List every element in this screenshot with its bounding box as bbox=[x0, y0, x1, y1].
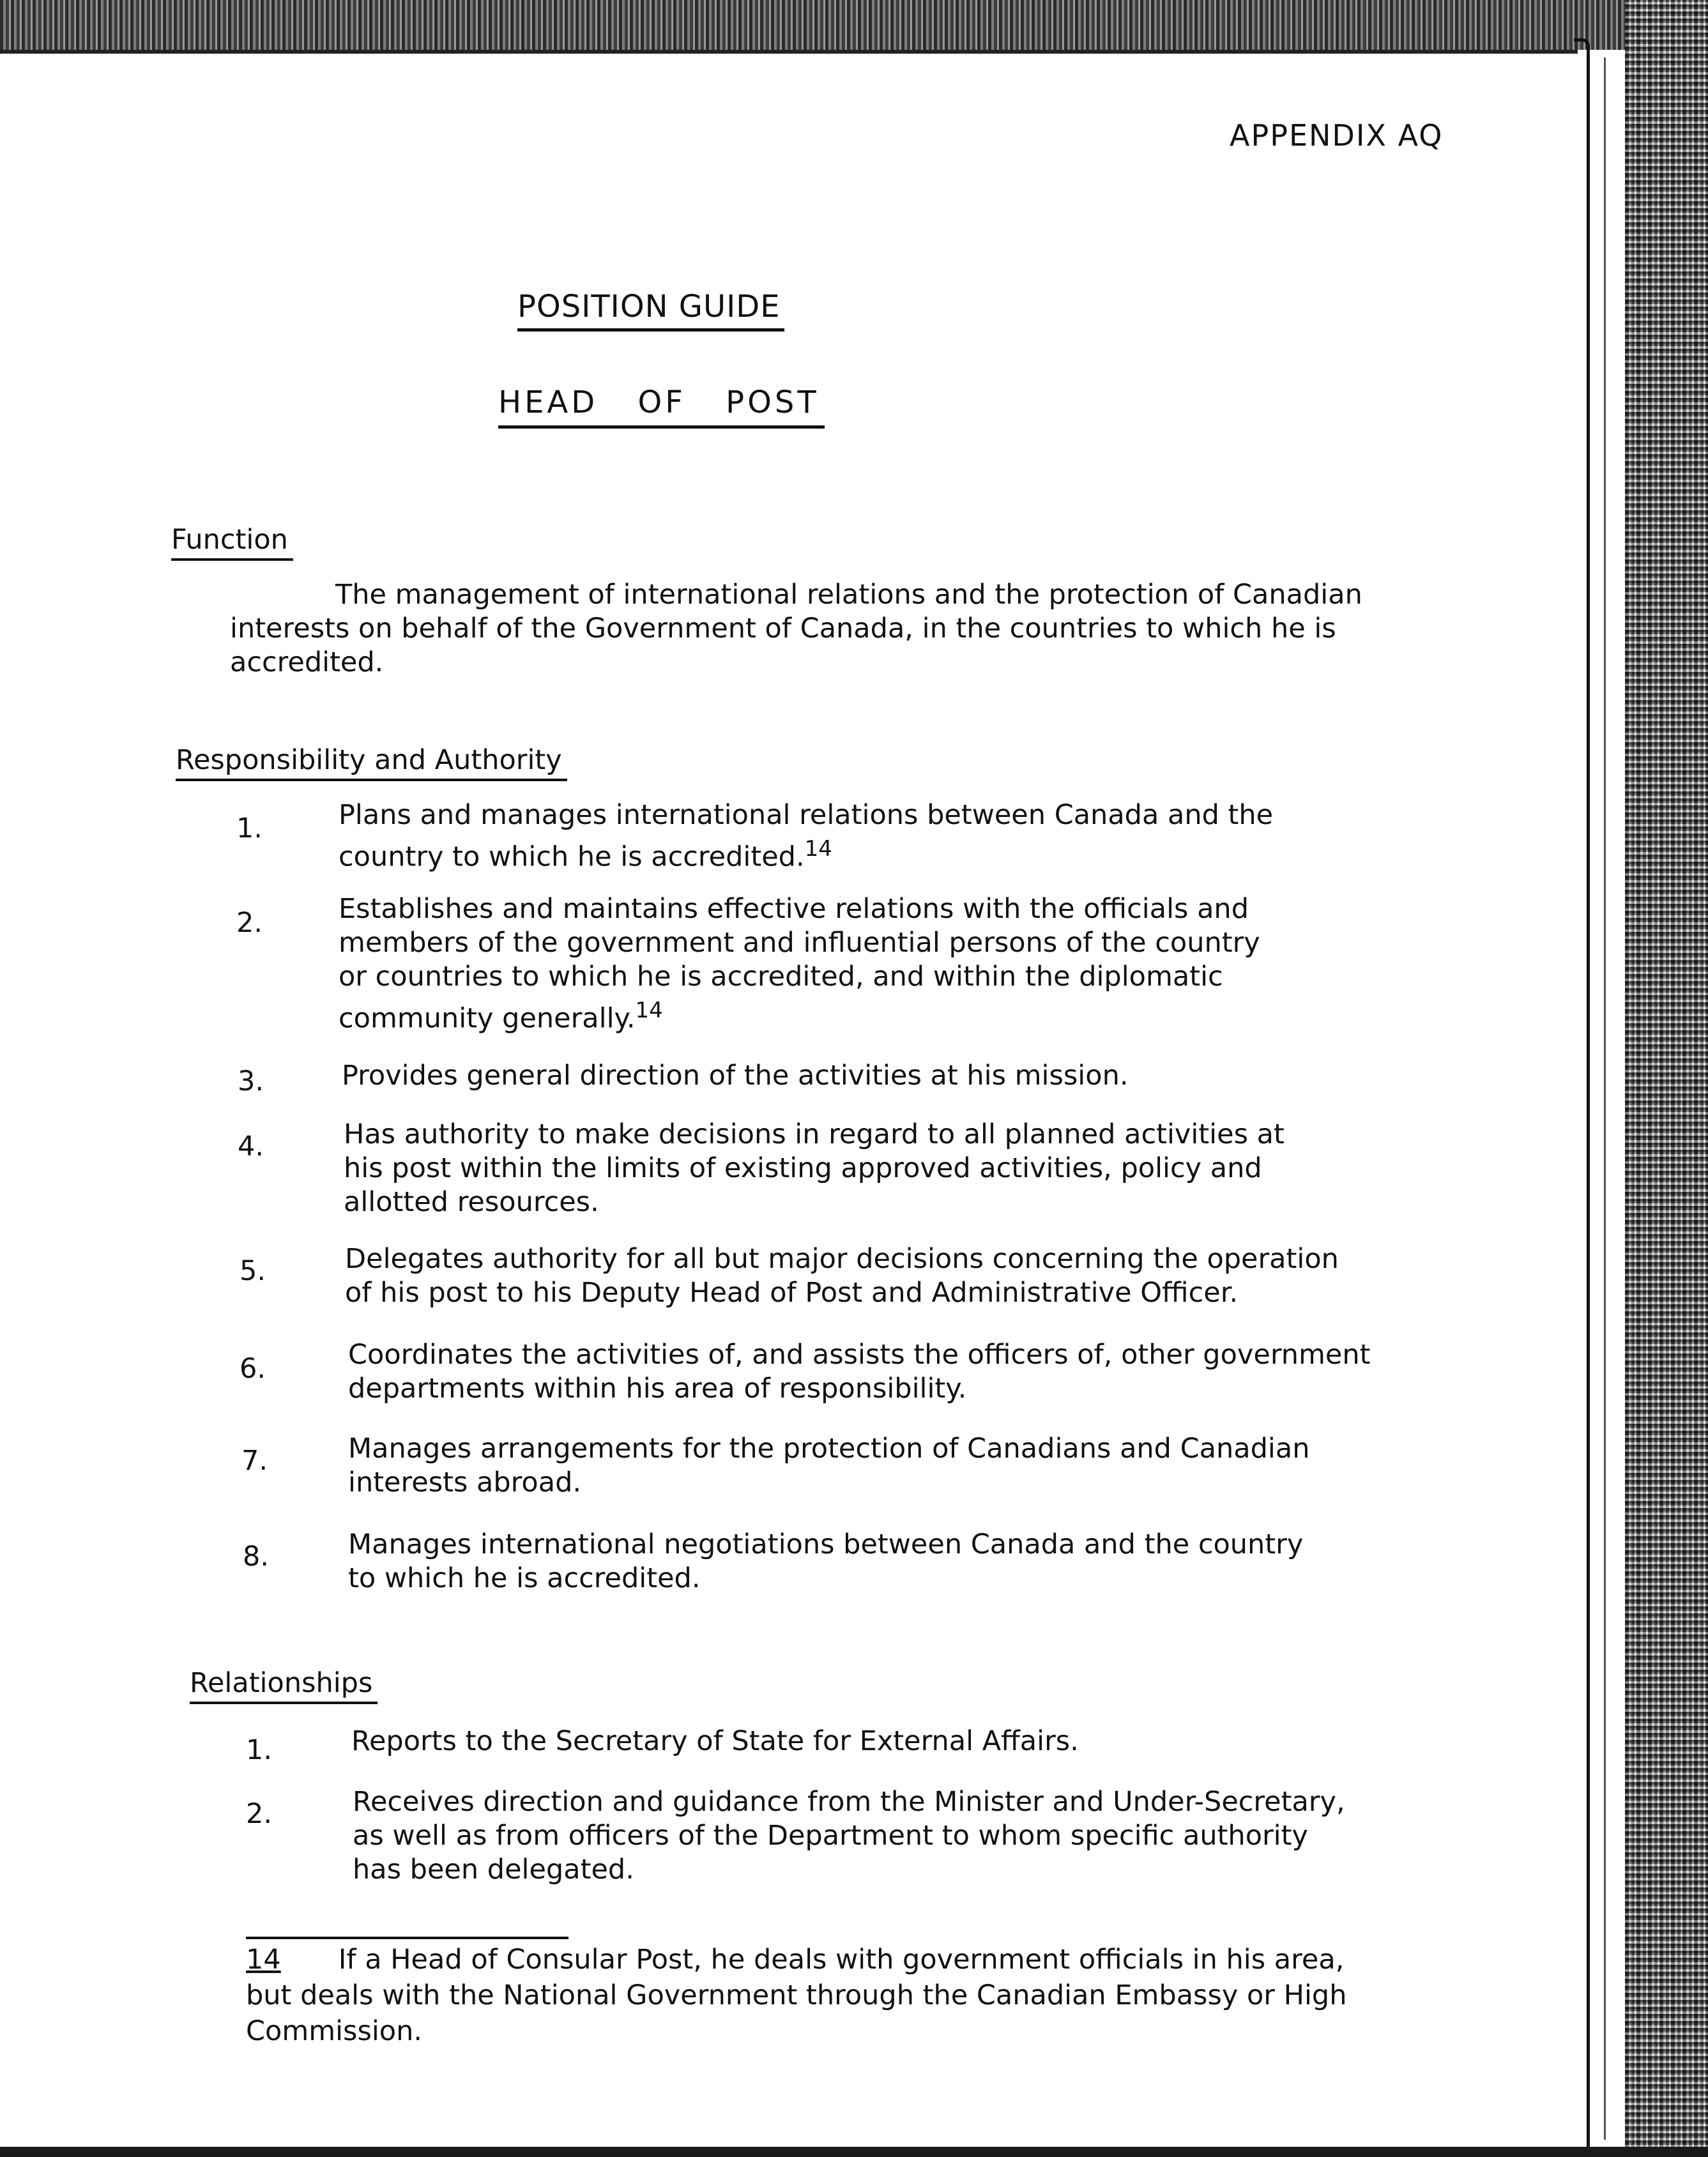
list-item-number: 4. bbox=[238, 1131, 264, 1162]
scan-bottom-edge bbox=[0, 2147, 1708, 2157]
list-item: Coordinates the activities of, and assists the officers of, other government departments within his area of responsibility. bbox=[348, 1339, 1371, 1405]
list-item: Has authority to make decisions in regard to all planned activities at his post within the limits of existing approved activities, policy and allotted resources. bbox=[344, 1118, 1285, 1218]
list-item bbox=[339, 892, 1277, 1035]
footnote bbox=[246, 1942, 1370, 2049]
list-item-number: 3. bbox=[238, 1065, 264, 1097]
list-item: Provides general direction of the activities at his mission. bbox=[342, 1060, 1129, 1092]
list-item-text: Establishes and maintains effective relations with the officials and members of the government and influential persons of the country or countries to which he is accredited, and within the diplomatic community generally. bbox=[339, 893, 1260, 1035]
list-item-number: 1. bbox=[246, 1734, 273, 1766]
list-item-number: 6. bbox=[240, 1353, 266, 1385]
document-title: POSITION GUIDE bbox=[517, 289, 784, 332]
page-top-border bbox=[0, 50, 1578, 54]
footnote-divider bbox=[246, 1937, 568, 1939]
footnote-ref: 14 bbox=[804, 836, 832, 862]
scan-top-edge bbox=[0, 0, 1708, 50]
list-item-number: 7. bbox=[241, 1445, 268, 1477]
section-heading-relationships: Relationships bbox=[190, 1667, 377, 1704]
list-item: Manages arrangements for the protection of Canadians and Canadian interests abroad. bbox=[348, 1433, 1310, 1498]
list-item: Reports to the Secretary of State for External Affairs. bbox=[351, 1725, 1079, 1757]
list-item-number: 8. bbox=[243, 1541, 270, 1573]
scan-right-edge bbox=[1625, 0, 1708, 2157]
footnote-ref: 14 bbox=[635, 998, 663, 1023]
list-item: Delegates authority for all but major decisions concerning the operation of his post to his Deputy Head of Post and Administrative Officer. bbox=[345, 1243, 1339, 1309]
section-heading-responsibility: Responsibility and Authority bbox=[176, 744, 567, 781]
page-right-border bbox=[1574, 38, 1590, 2149]
list-item-number: 1. bbox=[236, 812, 263, 844]
page-right-border-inner bbox=[1597, 57, 1606, 2140]
list-item-number: 2. bbox=[246, 1798, 273, 1830]
footnote-text: If a Head of Consular Post, he deals with government officials in his area, but deals with the National Government through the Canadian Embassy or High Commission. bbox=[246, 1944, 1347, 2047]
list-item-number: 5. bbox=[240, 1255, 266, 1287]
list-item: Receives direction and guidance from the Minister and Under-Secretary, as well as from officers of the Department to whom specific authority has been delegated. bbox=[353, 1786, 1345, 1886]
list-item bbox=[339, 798, 1284, 874]
list-item-number: 2. bbox=[236, 907, 263, 939]
section-heading-function: Function bbox=[171, 524, 293, 561]
list-item: Manages international negotiations between Canada and the country to which he is accredited. bbox=[348, 1528, 1304, 1594]
document-subtitle: HEAD OF POST bbox=[498, 385, 825, 429]
function-paragraph: The management of international relations and the protection of Canadian interests on behalf of the Government of Canada, in the countries to which he is accredited. bbox=[230, 579, 1362, 678]
appendix-label: APPENDIX AQ bbox=[1230, 118, 1444, 153]
footnote-mark: 14 bbox=[246, 1944, 281, 1976]
list-item-text: Plans and manages international relations between Canada and the country to which he is accredited. bbox=[339, 799, 1274, 873]
